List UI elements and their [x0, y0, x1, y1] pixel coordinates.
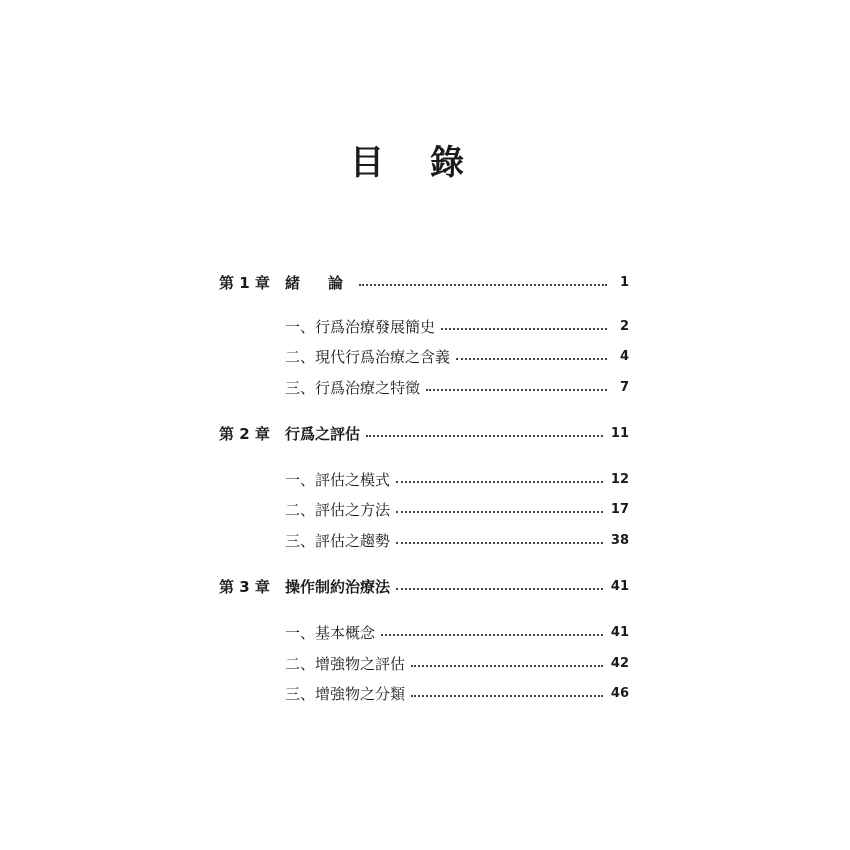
page-title: 目錄 [350, 143, 510, 183]
chapter-title: 行爲之評估 [285, 425, 361, 443]
toc-section-2-2[interactable] [285, 498, 629, 522]
page-number: 46 [610, 686, 629, 701]
page-number: 11 [610, 426, 629, 441]
page-number: 41 [610, 579, 629, 594]
toc-section-1-2[interactable] [285, 345, 629, 369]
section-title: 二、現代行爲治療之含義 [285, 348, 451, 366]
dot-leader [396, 511, 603, 513]
toc-chapter-1[interactable] [219, 271, 629, 295]
chapter-number: 第 1 章 [219, 274, 270, 292]
dot-leader [396, 542, 603, 544]
dot-leader [456, 358, 607, 360]
toc-section-2-1[interactable] [285, 468, 629, 492]
page-number: 7 [619, 380, 629, 395]
section-title: 三、行爲治療之特徵 [285, 379, 421, 397]
chapter-number: 第 2 章 [219, 425, 270, 443]
dot-leader [359, 284, 607, 286]
section-title: 一、基本概念 [285, 624, 376, 642]
section-title: 三、評估之趨勢 [285, 532, 391, 550]
page-number: 17 [610, 502, 629, 517]
toc-chapter-2[interactable] [219, 422, 629, 446]
dot-leader [396, 481, 603, 483]
dot-leader [411, 665, 603, 667]
chapter-title: 緒論 [285, 274, 372, 292]
page-number: 42 [610, 656, 629, 671]
toc-section-2-3[interactable] [285, 529, 629, 553]
chapter-title: 操作制約治療法 [285, 578, 391, 596]
toc-chapter-3[interactable] [219, 575, 629, 599]
page-number: 12 [610, 472, 629, 487]
toc-section-3-2[interactable] [285, 652, 629, 676]
page-number: 4 [619, 349, 629, 364]
dot-leader [366, 435, 603, 437]
toc-section-3-3[interactable] [285, 682, 629, 706]
dot-leader [396, 588, 603, 590]
page-number: 41 [610, 625, 629, 640]
page-number: 2 [619, 319, 629, 334]
section-title: 一、評估之模式 [285, 471, 391, 489]
chapter-number: 第 3 章 [219, 578, 270, 596]
section-title: 二、增強物之評估 [285, 655, 406, 673]
dot-leader [426, 389, 607, 391]
dot-leader [381, 634, 603, 636]
page-number: 38 [610, 533, 629, 548]
page-number: 1 [619, 275, 629, 290]
toc-section-1-3[interactable] [285, 376, 629, 400]
section-title: 一、行爲治療發展簡史 [285, 318, 436, 336]
dot-leader [411, 695, 603, 697]
section-title: 三、增強物之分類 [285, 685, 406, 703]
section-title: 二、評估之方法 [285, 501, 391, 519]
toc-section-1-1[interactable] [285, 315, 629, 339]
dot-leader [441, 328, 607, 330]
toc-section-3-1[interactable] [285, 621, 629, 645]
